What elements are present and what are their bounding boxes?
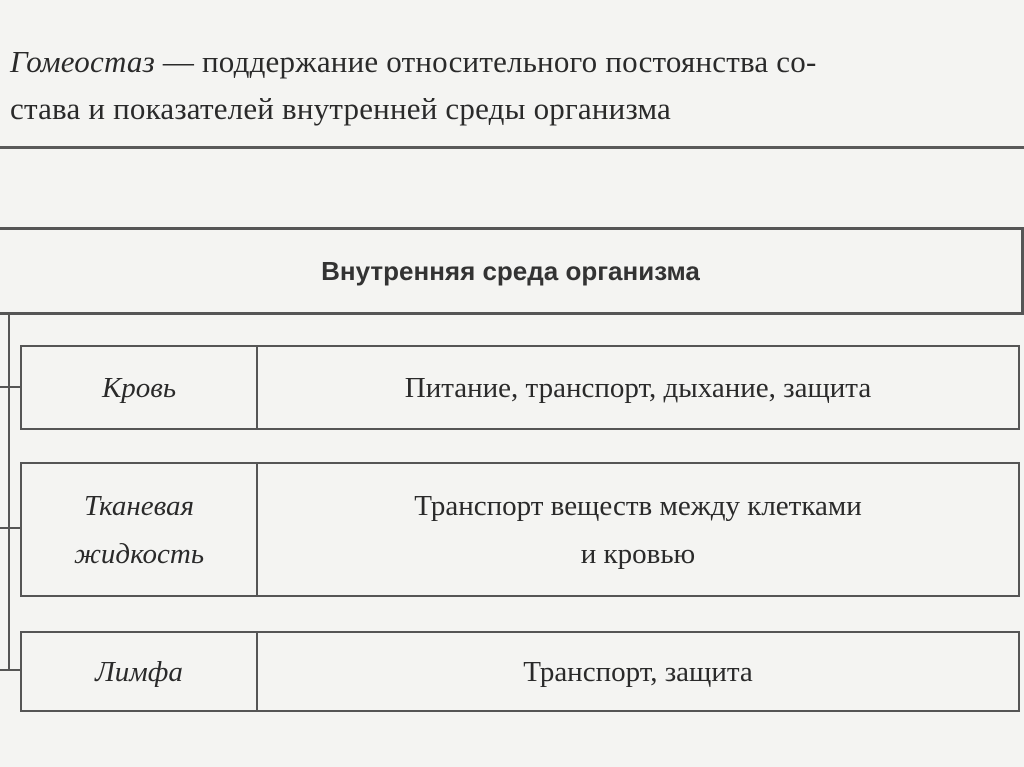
- definition-line-1-text: — поддержание относительного постоянства со-: [154, 44, 817, 79]
- row-name: Кровь: [101, 371, 177, 404]
- row-desc-cell: [258, 464, 1018, 595]
- row-name-line-1: Тканевая: [83, 489, 195, 522]
- row-name-cell: [22, 347, 258, 428]
- table-bracket-line: [0, 315, 10, 670]
- table-row-blood: [20, 345, 1020, 430]
- table-header: [0, 227, 1024, 315]
- bracket-tick-lymph: [0, 669, 20, 671]
- row-name-cell: [22, 633, 258, 710]
- row-description-line-1: Транспорт веществ между клетками: [414, 489, 862, 522]
- row-description: Питание, транспорт, дыхание, защита: [404, 371, 872, 404]
- definition-line-2: става и показателей внутренней среды организма: [10, 91, 672, 126]
- table-row-lymph: [20, 631, 1020, 712]
- row-desc-cell: [258, 633, 1018, 710]
- row-description: Транспорт, защита: [523, 655, 753, 688]
- table-header-title: Внутренняя среда организма: [321, 255, 700, 286]
- row-name: Лимфа: [95, 655, 183, 688]
- table-row-tissue-fluid: [20, 462, 1020, 597]
- bracket-tick-blood: [0, 386, 20, 388]
- row-description-line-2: и кровью: [580, 537, 696, 570]
- homeostasis-definition: [10, 38, 1014, 132]
- section-divider: [0, 146, 1024, 149]
- row-desc-cell: [258, 347, 1018, 428]
- definition-line-1: [10, 38, 1014, 85]
- row-name-cell: [22, 464, 258, 595]
- bracket-tick-tissue-fluid: [0, 527, 20, 529]
- definition-term: Гомеостаз: [10, 44, 155, 79]
- row-name-line-2: жидкость: [73, 537, 205, 570]
